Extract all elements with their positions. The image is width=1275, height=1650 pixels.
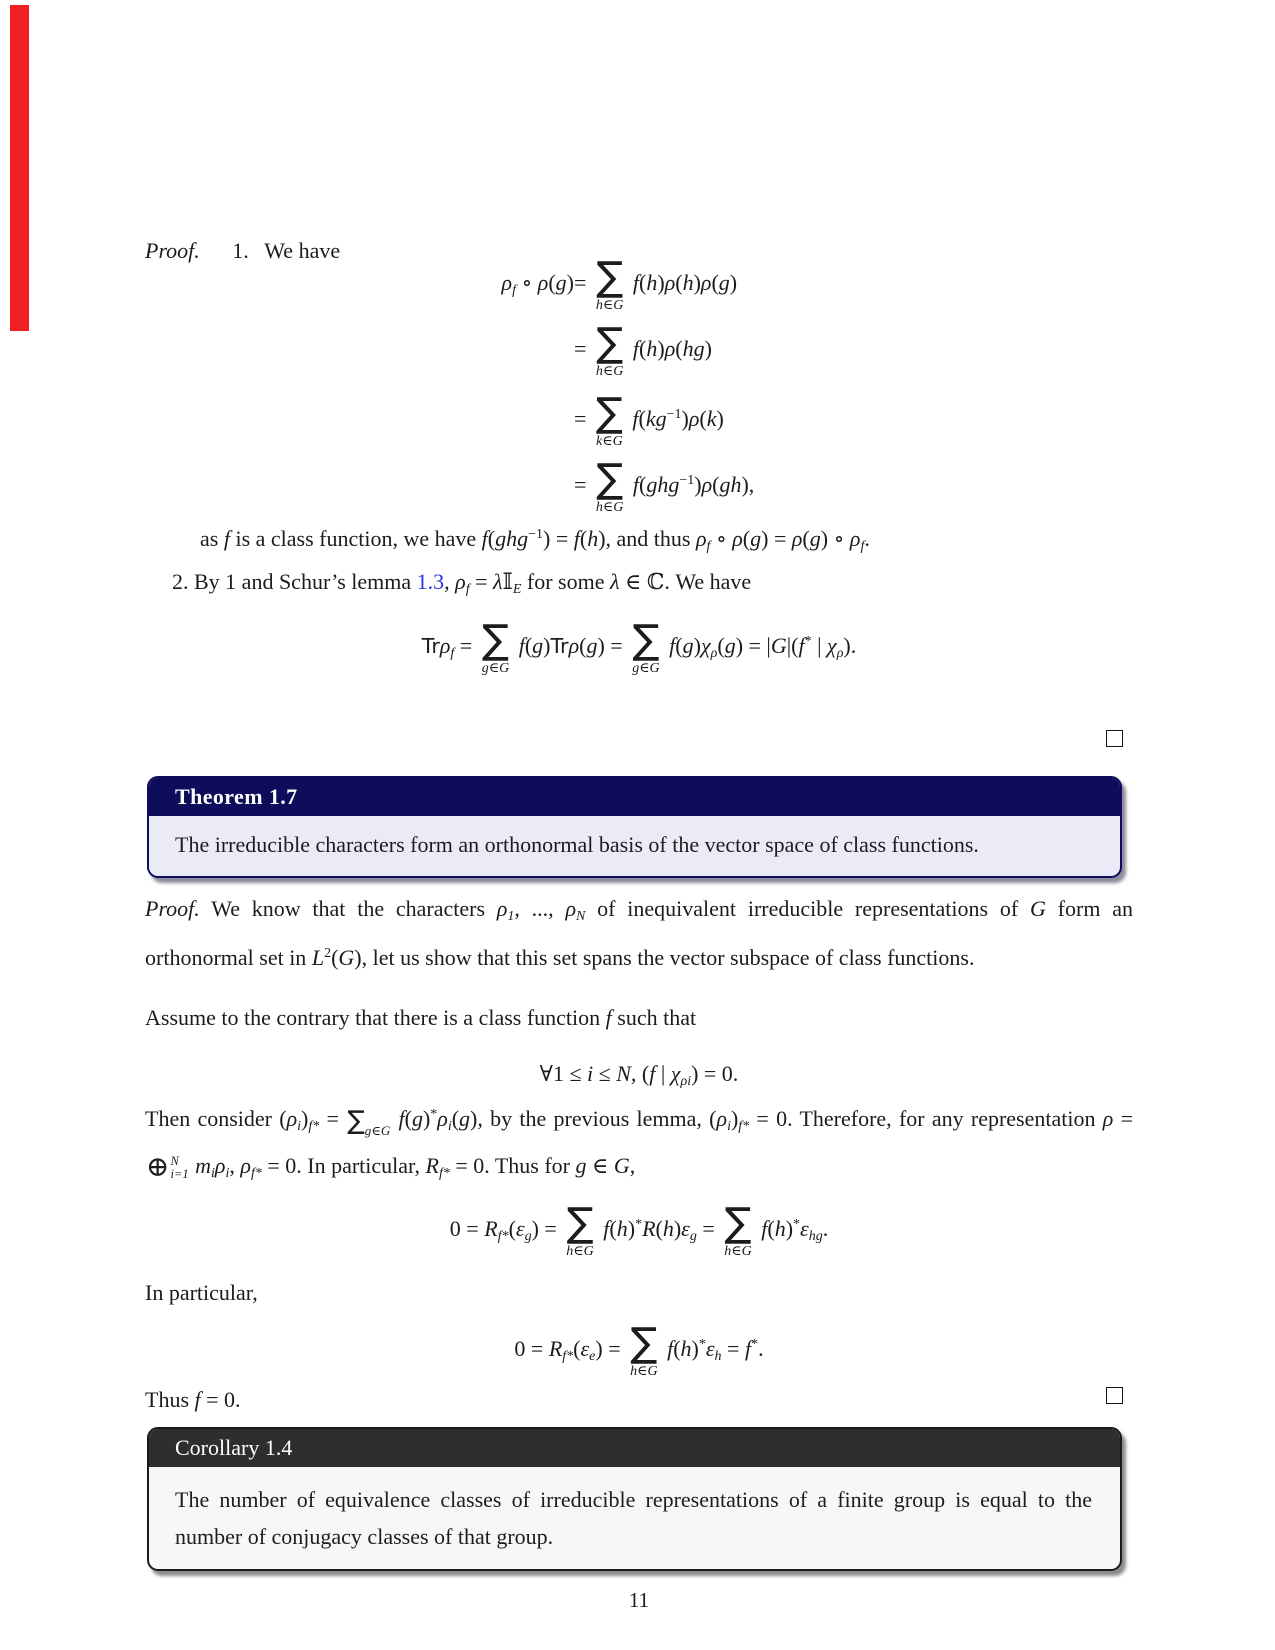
trace-equation: Trρf = ∑ g∈G f(g)Trρ(g) = ∑ g∈G f(g)χρ(g) = |G|(f* | χρ). [421, 616, 857, 676]
ref-link[interactable]: 1.3 [416, 569, 445, 594]
proof-label: Proof. [145, 238, 200, 263]
page-number: 11 [628, 1588, 650, 1612]
equation-rhs: = ∑ h∈G f(h)ρ(hg) [574, 319, 712, 379]
sum-operator: ∑ h∈G [566, 1199, 594, 1259]
equation-rhs: = ∑ h∈G f(ghg$^{-1}$)ρ(gh), [574, 455, 755, 515]
classfunction-line: as f is a class function, we have f(ghg$^{-1}$) = f(h), and thus ρf ∘ ρ(g) = ρ(g) ∘ ρf. [200, 526, 870, 554]
re-equation: 0 = Rf*(εe) = ∑ h∈G f(h)*εh = f*. [514, 1319, 764, 1379]
sum-operator: ∑ k∈G [595, 389, 623, 449]
aligned-equations [462, 250, 754, 514]
sum-operator: ∑ g∈G [347, 1105, 391, 1138]
equation-rhs: = ∑ k∈G $f(kg^{-1})\rho(k)$ [574, 389, 724, 449]
proof2-paragraph: Proof. We know that the characters ρ1, ..., ρN of inequivalent irreducible representations of G form an orthonormal set in $L^2(G)$, let us show that this set spans the vector subspace of class functions. [145, 896, 1134, 970]
item1-number: 1. [232, 238, 249, 263]
equation-lhs: ρf ∘ ρ(g) [501, 270, 574, 298]
equation-rhs: = ∑ h∈G f(h)ρ(h)ρ(g) [574, 253, 738, 313]
forall-equation: ∀1 ≤ i ≤ N, (f | χρi) = 0. [539, 1061, 739, 1089]
theorem-title: Theorem 1.7 [149, 778, 1120, 816]
sum-operator: ∑ h∈G [724, 1199, 752, 1259]
corollary-body: The number of equivalence classes of irreducible representations of a finite group is equal to the number of conjugacy classes of that group. [175, 1487, 1092, 1549]
sum-operator: ∑ h∈G [630, 1319, 658, 1379]
oplus-operator: ⊕ N i=1 [146, 1151, 189, 1183]
equation-row [462, 250, 754, 316]
equation-row [462, 316, 754, 382]
sum-operator: ∑ h∈G [595, 319, 624, 379]
sum-operator: ∑ g∈G [632, 616, 660, 676]
qed-square [1106, 1387, 1123, 1404]
in-particular-line: In particular, [145, 1280, 258, 1305]
equation-row [462, 448, 754, 514]
assume-line: Assume to the contrary that there is a class function f such that [145, 1005, 697, 1030]
equation-row [462, 382, 754, 448]
rg-equation: 0 = Rf*(εg) = ∑ h∈G f(h)*R(h)εg = ∑ h∈G f(h)*εhg. [449, 1199, 829, 1259]
thus-line: Thus f = 0. [145, 1387, 241, 1412]
proof-intro-line [145, 234, 340, 268]
item1-intro: We have [264, 238, 341, 263]
qed-square [1106, 730, 1123, 747]
theorem-body: The irreducible characters form an orthonormal basis of the vector space of class functions. [175, 832, 979, 857]
sum-operator: ∑ h∈G [595, 455, 624, 515]
sum-operator: ∑ g∈G [481, 616, 510, 676]
red-margin-bar [10, 5, 29, 331]
then-consider-paragraph: Then consider (ρi)f* = ∑ g∈G f(g)*ρi(g), by the previous lemma, (ρi)f* = 0. Therefore, for any representation ρ = ⊕ N i=1 miρi, ρf* = 0. In particular, Rf* = 0. Thus for g ∈ G, [145, 1105, 1133, 1183]
item2-line: 2. By 1 and Schur’s lemma 1.3, ρf = λ𝕀E for some λ ∈ ℂ. We have [172, 569, 752, 597]
theorem-box [147, 776, 1122, 878]
corollary-title: Corollary 1.4 [149, 1429, 1120, 1467]
sum-operator: ∑ h∈G [595, 253, 624, 313]
corollary-box [147, 1427, 1122, 1571]
